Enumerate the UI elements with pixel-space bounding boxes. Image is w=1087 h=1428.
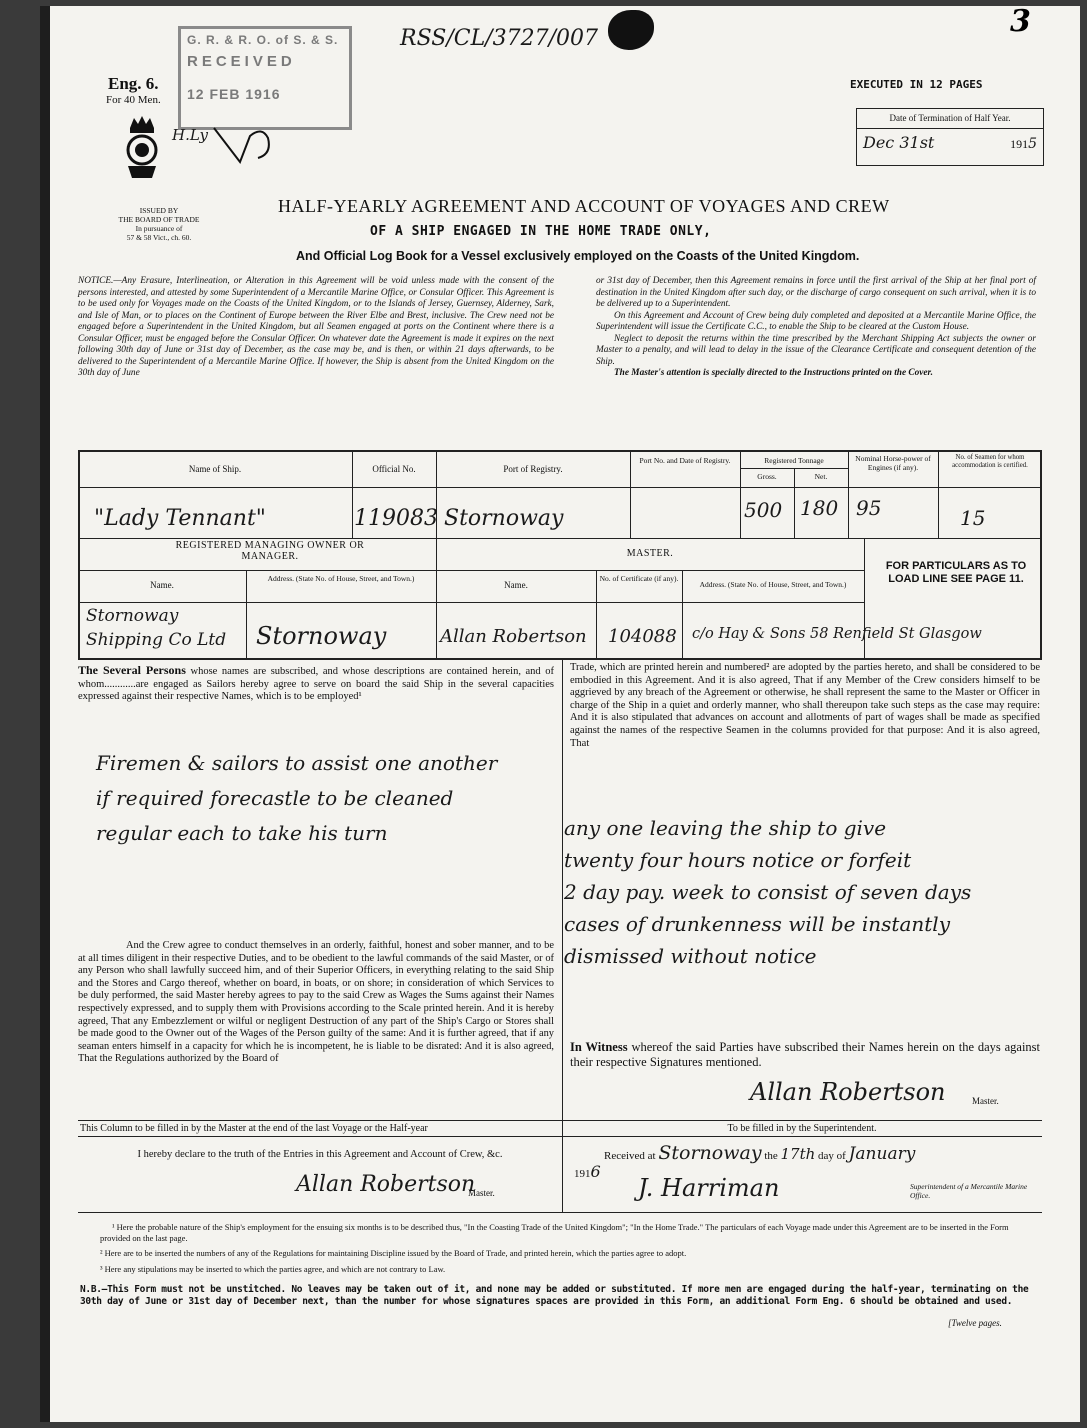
header-seamen: No. of Seamen for whom accommodation is certified. [952, 454, 1028, 469]
declaration-signature: Allan Robertson [296, 1172, 476, 1197]
agreement-intro-text: whose names are subscribed, and whose descriptions are contained herein, and of whom............are engaged as Sailors hereby agree to serve on board the said Ship in the several capacities expressed against their respective Names, which is to be employed¹ [78, 666, 555, 703]
notice-right-3: Neglect to deposit the returns within the time prescribed by the Merchant Shipping Act subjects the owner or Master to a penalty, and will lead to delay in the issue of the Clearance Certificate and consequent detention of the Ship. [596, 333, 1036, 367]
declaration-signature-label: Master. [468, 1188, 495, 1198]
reference-number: RSS/CL/3727/007 [400, 26, 598, 51]
issued-line2: THE BOARD OF TRADE [118, 215, 200, 224]
owner-name-value: Stornoway Shipping Co Ltd [86, 606, 227, 650]
witness-lead: In Witness [570, 1040, 628, 1054]
notice-left: NOTICE.—Any Erasure, Interlineation, or Alteration in this Agreement will be void unless made with the consent of the persons interested, and attested by some Superintendent of a Mercantile Marine Office, or Consular Officer. This Agreement is to be used only for Voyages made on the Coasts of the United Kingdom, or to the Islands of Jersey, Guernsey, Alderney, Sark, and Isle of Man, or to places on the Continent of Europe between the River Elbe and Brest, inclusive. The Crew need not be engaged before a Superintendent in the United Kingdom, but all Seamen engaged at ports on the Continent where there is a Consular Officer, must be engaged before the Consular Officer. On whatever date the Agreement is made it expires on the next following 30th day of June or 31st day of December, as the case may be, and is then, or within 21 days afterwards, to be delivered to the Superintendent of a Mercantile Marine Office. If however, the Ship is absent from the United Kingdom on the 30th day of June [78, 276, 554, 378]
owner-address-value: Stornoway [256, 622, 387, 650]
witness-text: whereof the said Parties have subscribed their Names herein on the days against their respective Signatures mentioned. [570, 1040, 1041, 1069]
received-line [570, 1142, 1040, 1164]
received-year [574, 1162, 601, 1181]
notice-right-4: The Master's attention is specially directed to the Instructions printed on the Cover. [614, 368, 933, 378]
document-page [40, 6, 1080, 1422]
witness-clause [570, 1040, 1040, 1070]
received-at-label: Received at [604, 1150, 656, 1162]
owner-header: REGISTERED MANAGING OWNER OR MANAGER. [175, 540, 365, 562]
net-value: 180 [800, 496, 839, 520]
received-stamp [178, 26, 352, 130]
column-divider [562, 660, 563, 1120]
right-handwritten-line: dismissed without notice [564, 944, 817, 968]
issued-line3: In pursuance of [135, 224, 183, 233]
master-name-value: Allan Robertson [440, 626, 587, 647]
several-persons-lead: The Several Persons [78, 663, 186, 677]
header-gross: Gross. [757, 472, 777, 481]
received-month: January [848, 1144, 916, 1164]
rule [78, 1136, 1042, 1137]
right-handwritten-line: twenty four hours notice or forfeit [564, 848, 912, 872]
rule [848, 450, 849, 538]
header-official-no: Official No. [372, 464, 416, 474]
header-horsepower: Nominal Horse-power of Engines (if any). [855, 454, 931, 472]
load-line-note: FOR PARTICULARS AS TO LOAD LINE SEE PAGE 11. [885, 560, 1027, 585]
ink-blot [608, 10, 654, 50]
footnote-3: ³ Here any stipulations may be inserted to which the parties agree, and which are not contrary to Law. [100, 1264, 446, 1274]
left-handwritten-terms [96, 746, 497, 851]
title-line3: And Official Log Book for a Vessel exclusively employed on the Coasts of the United Kingdom. [296, 249, 860, 263]
agreement-body-left: And the Crew agree to conduct themselves in an orderly, faithful, honest and sober manner, and to be at all times diligent in their respective Duties, and to be obedient to the lawful commands of the said Master, or of any Person who shall lawfully succeed him, and of their Superior Officers, in everything relating to the said Ship and the Stores and Cargo thereof, whether on board, in boats, or on shore; in consideration of which Services to be duly performed, the said Master hereby agrees to pay to the said Crew as Wages the Sums against their Names respectively expressed, and to supply them with Provisions according to the Scale printed herein. And it is hereby agreed, That any Embezzlement or wilful or negligent Destruction of any part of the Ship's Cargo or Stores shall be made good to the Owner out of the Wages of the Person guilty of the same: And it is further agreed, that if any seaman enters himself in a capacity for which he is incompetent, he is liable to be disrated: And it is also agreed, That the Regulations authorized by the Board of [78, 940, 554, 1065]
horsepower-value: 95 [856, 496, 882, 520]
header-ship-name: Name of Ship. [188, 464, 242, 474]
notice-right-1: or 31st day of December, then this Agreement remains in force until the first arrival of the Ship at her final port of destination in the United Kingdom after such day, or the discharge of cargo consequent on such arrival, when it is to be delivered up to a Superintendent. [596, 276, 1036, 309]
header-net: Net. [814, 472, 828, 481]
stamp-date: 12 FEB 1916 [187, 86, 281, 102]
right-handwritten-line: cases of drunkenness will be instantly [564, 912, 950, 936]
pen-mark-icon [210, 118, 280, 173]
right-handwritten-line: 2 day pay. week to consist of seven days [564, 880, 972, 904]
rule [740, 468, 848, 469]
termination-value: Dec 31st [863, 133, 935, 152]
official-no-value: 119083 [354, 506, 438, 531]
master-header: MASTER. [626, 548, 674, 559]
received-year-prefix: 191 [574, 1168, 591, 1180]
royal-crest-icon [120, 114, 164, 185]
received-place: Stornoway [658, 1142, 762, 1164]
rule [78, 602, 864, 603]
rule [562, 1120, 563, 1212]
title-line2: OF A SHIP ENGAGED IN THE HOME TRADE ONLY, [370, 224, 712, 239]
master-signature: Allan Robertson [750, 1078, 946, 1106]
stamp-line2: RECEIVED [187, 53, 296, 70]
notice-right-2: On this Agreement and Account of Crew being duly completed and deposited at a Mercantile Marine Office, the Superintendent will issue the Certificate C.C., to enable the Ship to be cleared at the Custom House. [596, 310, 1036, 332]
termination-year-digit: 5 [1028, 136, 1037, 152]
left-handwritten-line: regular each to take his turn [96, 821, 388, 845]
form-code: Eng. 6. [108, 74, 159, 93]
certificate-label: No. of Certificate (if any). [599, 574, 679, 583]
issued-by [114, 206, 204, 242]
twelve-pages-note: [Twelve pages. [948, 1318, 1002, 1328]
superintendent-label: Superintendent of a Mercantile Marine Office. [910, 1182, 1028, 1200]
port-value: Stornoway [444, 506, 564, 531]
rule [246, 570, 247, 660]
issued-line4: 57 & 58 Vict., ch. 60. [126, 233, 192, 242]
agreement-body-right: Trade, which are printed herein and numbered² are adopted by the parties hereto, and shall be considered to be embodied in this Agreement. And it is also agreed, That if any Member of the Crew considers himself to be aggrieved by any breach of the Agreement or otherwise, he shall represent the same to the Master or Officer in charge of the Ship in a quiet and orderly manner, who shall thereupon take such steps as the case may require: And it is also stipulated that advances on account and allotments of part of wages shall be made as specified against the names of the respective Seamen in the columns provided for that purpose: And it is also agreed, That [570, 662, 1040, 749]
executed-pages: EXECUTED IN 12 PAGES [850, 78, 983, 91]
notice-right [596, 276, 1036, 380]
header-port: Port of Registry. [503, 464, 563, 474]
owner-address-label: Address. (State No. of House, Street, and Town.) [267, 574, 415, 583]
ship-name-value: "Lady Tennant" [94, 506, 266, 531]
superintendent-signature: J. Harriman [638, 1174, 780, 1202]
footnote-2: ² Here are to be inserted the numbers of any of the Regulations for maintaining Discipline issued by the Board of Trade, and printed herein, which the parties agree to adopt. [100, 1248, 687, 1258]
initials: H.Ly [172, 126, 209, 144]
title-line1: HALF-YEARLY AGREEMENT AND ACCOUNT OF VOYAGES AND CREW [278, 196, 890, 216]
owner-name-label: Name. [150, 580, 174, 590]
master-address-label: Address. (State No. of House, Street, and Town.) [699, 580, 847, 589]
received-the-label: the [764, 1150, 778, 1162]
issued-line1: ISSUED BY [139, 206, 179, 215]
form-for-men: For 40 Men. [106, 94, 161, 106]
received-day: 17th [780, 1145, 816, 1163]
rule [78, 570, 864, 571]
termination-label: Date of Termination of Half Year. [857, 109, 1043, 129]
corner-mark: 3 [1010, 4, 1031, 39]
bottom-left-header: This Column to be filled in by the Master at the end of the last Voyage or the Half-year [80, 1123, 428, 1134]
termination-year-prefix: 191 [1010, 137, 1029, 151]
gross-value: 500 [744, 498, 783, 522]
bottom-right-header: To be filled in by the Superintendent. [727, 1123, 877, 1134]
received-year-digit: 6 [590, 1162, 601, 1181]
header-tonnage: Registered Tonnage [764, 456, 824, 465]
left-handwritten-line: Firemen & sailors to assist one another [96, 751, 498, 775]
termination-box [856, 108, 1044, 166]
rule [78, 538, 1042, 539]
seamen-value: 15 [960, 506, 986, 530]
stamp-line1: G. R. & R. O. of S. & S. [187, 33, 339, 47]
right-handwritten-line: any one leaving the ship to give [564, 816, 887, 840]
master-signature-label: Master. [972, 1096, 999, 1106]
rule [78, 487, 1042, 488]
nb-notice: N.B.—This Form must not be unstitched. No leaves may be taken out of it, and none may be added or substituted. If more men are engaged during the half-year, terminating on the 30th day of June or 31st day of December next, than the number for whose signatures spaces are provided in this Form, an additional Form Eng. 6 should be obtained and used. [80, 1284, 1029, 1307]
agreement-intro [78, 664, 554, 704]
master-name-label: Name. [504, 580, 528, 590]
certificate-value: 104088 [608, 626, 677, 647]
header-port-no: Port No. and Date of Registry. [639, 456, 731, 465]
master-address-value: c/o Hay & Sons 58 Renfield St Glasgow [692, 626, 982, 642]
rule [938, 450, 939, 538]
rule [596, 570, 597, 660]
received-day-of-label: day of [818, 1150, 846, 1162]
rule [78, 1120, 1042, 1121]
footnote-1: ¹ Here the probable nature of the Ship's employment for the ensuing six months is to be described thus, "In the Coasting Trade of the United Kingdom"; "In the Home Trade." The particulars of each Voyage made under this Agreement are to be inserted in the Form provided on the last page. [100, 1222, 1009, 1243]
declaration-text: I hereby declare to the truth of the Entries in this Agreement and Account of Crew, &c. [137, 1149, 503, 1160]
left-handwritten-line: if required forecastle to be cleaned [96, 786, 454, 810]
rule [78, 1212, 1042, 1213]
rule [630, 450, 631, 538]
right-handwritten-terms [564, 812, 971, 972]
